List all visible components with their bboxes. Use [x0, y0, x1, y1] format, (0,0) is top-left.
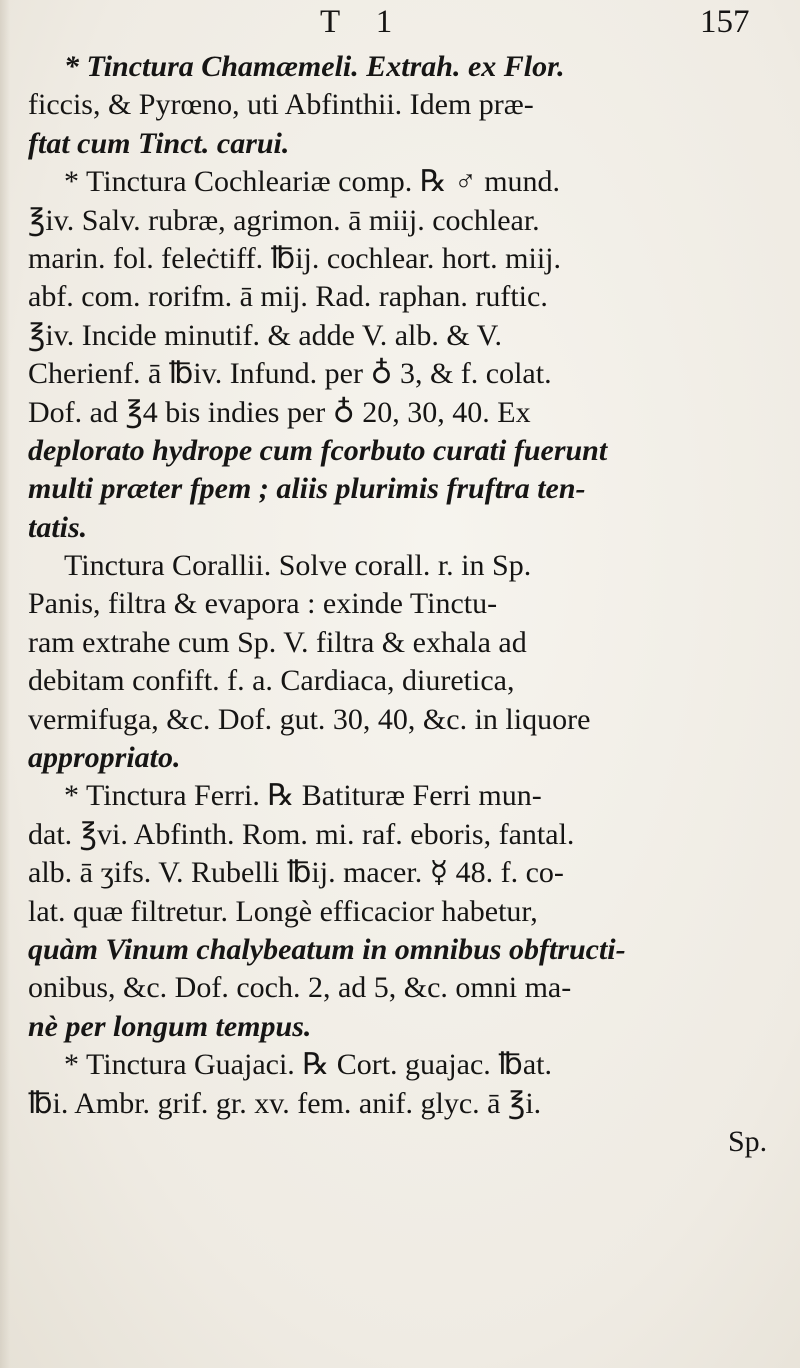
- text-line: * Tinctura Cochleariæ comp. ℞ ♂ mund.: [64, 165, 561, 199]
- text-line: ftat cum Tinct. carui.: [28, 126, 290, 160]
- text-line: debitam confift. f. a. Cardiaca, diuretica,: [28, 664, 515, 698]
- text-line: onibus, &c. Dof. coch. 2, ad 5, &c. omni ma-: [28, 971, 572, 1005]
- text-line: marin. fol. feleċtiff. ℔ij. cochlear. hort. miij.: [28, 241, 561, 275]
- text-line: ℥iv. Salv. rubræ, agrimon. ā miij. cochlear.: [28, 203, 540, 237]
- catchword: Sp.: [728, 1124, 768, 1158]
- text-line: dat. ℥vi. Abfinth. Rom. mi. raf. eboris, fantal.: [28, 817, 575, 851]
- text-line: ficcis, & Pyrœno, uti Abfinthii. Idem præ-: [28, 88, 534, 122]
- text-line: nè per longum tempus.: [28, 1009, 312, 1043]
- text-line: ℥iv. Incide minutif. & adde V. alb. & V.: [28, 318, 502, 352]
- text-line: ram extrahe cum Sp. V. filtra & exhala ad: [28, 625, 527, 659]
- page-number: 157: [700, 4, 750, 40]
- text-line: quàm Vinum chalybeatum in omnibus obftructi-: [28, 932, 626, 966]
- text-line: * Tinctura Guajaci. ℞ Cort. guajac. ℔at.: [64, 1048, 552, 1082]
- text-line: vermifuga, &c. Dof. gut. 30, 40, &c. in liquore: [28, 702, 591, 736]
- text-line: Panis, filtra & evapora : exinde Tinctu-: [28, 587, 498, 621]
- text-line: * Tinctura Chamæmeli. Extrah. ex Flor.: [64, 50, 565, 83]
- text-line: Dof. ad ℥4 bis indies per ♁ 20, 30, 40. Ex: [28, 395, 531, 429]
- text-line: lat. quæ filtretur. Longè efficacior habetur,: [28, 894, 538, 928]
- text-line: alb. ā ʒifs. V. Rubelli ℔ij. macer. ☿ 48. f. co-: [28, 856, 564, 890]
- text-line: abf. com. rorifm. ā mij. Rad. raphan. ruftic.: [28, 280, 548, 314]
- text-line: Tinctura Corallii. Solve corall. r. in Sp.: [64, 549, 532, 583]
- text-line: * Tinctura Ferri. ℞ Batituræ Ferri mun-: [64, 779, 542, 813]
- text-line: deplorato hydrope cum fcorbuto curati fuerunt: [28, 433, 608, 467]
- text-line: Cherienf. ā ℔iv. Infund. per ♁ 3, & f. colat.: [28, 357, 552, 391]
- text-line: tatis.: [28, 510, 88, 544]
- text-line: multi præter fpem ; aliis plurimis fruftra ten-: [28, 472, 586, 506]
- text-line: ℔i. Ambr. grif. gr. xv. fem. anif. glyc. ā ℥i.: [28, 1086, 542, 1120]
- text-body: [28, 48, 788, 1161]
- page-header: [0, 4, 800, 48]
- text-line: appropriato.: [28, 741, 181, 775]
- signature-mark: T 1: [320, 4, 407, 40]
